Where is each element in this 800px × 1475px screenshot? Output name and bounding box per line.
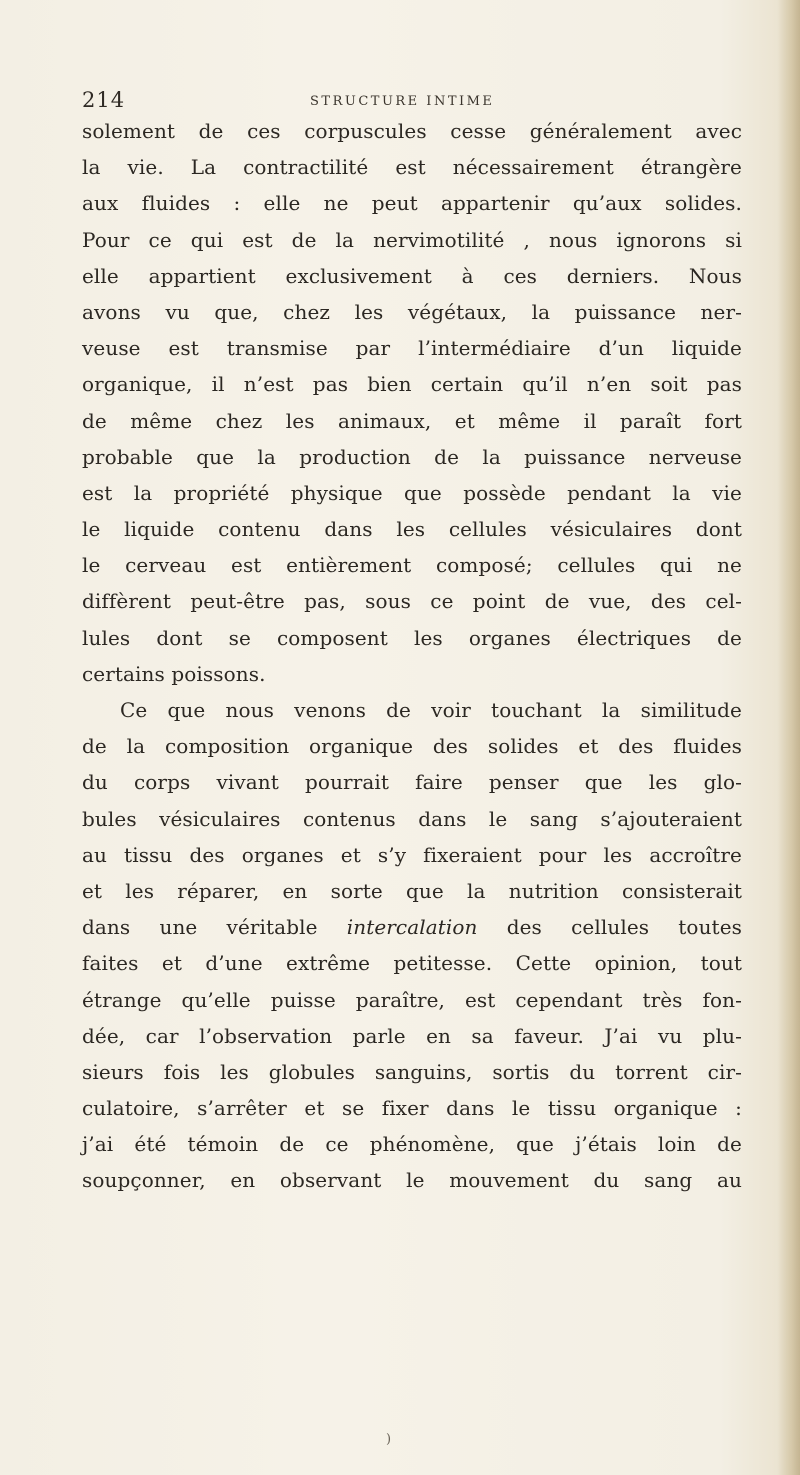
text-segment: des cellules toutes (477, 915, 742, 940)
text-line: le liquide contenu dans les cellules vésiculaires dont (82, 517, 742, 542)
text-line: étrange qu’elle puisse paraître, est cependant très fon- (82, 987, 742, 1012)
text-line: sieurs fois les globules sanguins, sortis du torrent cir- (82, 1059, 742, 1084)
text-line: probable que la production de la puissance nerveuse (82, 444, 742, 469)
page-number: 214 (82, 88, 126, 112)
text-line: le cerveau est entièrement composé; cellules qui ne (82, 553, 742, 578)
footer-mark: ) (386, 1432, 392, 1447)
text-line: Ce que nous venons de voir touchant la similitude (120, 698, 742, 722)
text-line: au tissu des organes et s’y fixeraient pour les accroître (82, 842, 742, 867)
text-line: avons vu que, chez les végétaux, la puissance ner- (82, 299, 742, 324)
text-line: faites et d’une extrême petitesse. Cette opinion, tout (82, 951, 742, 976)
text-line: bules vésiculaires contenus dans le sang s’ajouteraient (82, 806, 742, 831)
italic-term: intercalation (346, 915, 478, 940)
text-line: elle appartient exclusivement à ces derniers. Nous (82, 263, 742, 288)
text-line: la vie. La contractilité est nécessairement étrangère (82, 155, 742, 180)
text-line: de la composition organique des solides et des fluides (82, 734, 742, 759)
text-line: lules dont se composent les organes électriques de (82, 625, 742, 650)
text-line: j’ai été témoin de ce phénomène, que j’étais loin de (82, 1132, 742, 1157)
paragraph-2 (82, 692, 742, 1199)
text-line-with-italic (82, 909, 742, 945)
page-edge-shadow (778, 0, 800, 1475)
body-text (82, 113, 742, 1199)
text-line: certains poissons. (82, 661, 266, 686)
text-line: et les réparer, en sorte que la nutrition consisterait (82, 878, 742, 903)
text-line: dée, car l’observation parle en sa faveur. J’ai vu plu- (82, 1023, 742, 1048)
text-line: aux fluides : elle ne peut appartenir qu’aux solides. (82, 191, 742, 216)
text-line: veuse est transmise par l’intermédiaire d’un liquide (82, 336, 742, 361)
text-segment: dans une véritable (82, 915, 347, 940)
text-line: diffèrent peut-être pas, sous ce point de vue, des cel- (82, 589, 742, 614)
text-line: de même chez les animaux, et même il paraît fort (82, 408, 742, 433)
text-line: solement de ces corpuscules cesse généralement avec (82, 119, 742, 143)
text-line: est la propriété physique que possède pendant la vie (82, 480, 742, 505)
paragraph-1 (82, 113, 742, 692)
text-line: organique, il n’est pas bien certain qu’il n’en soit pas (82, 372, 742, 397)
text-line: du corps vivant pourrait faire penser que les glo- (82, 770, 742, 795)
text-line: culatoire, s’arrêter et se fixer dans le tissu organique : (82, 1096, 742, 1121)
text-line: soupçonner, en observant le mouvement du sang au (82, 1168, 742, 1193)
text-line: Pour ce qui est de la nervimotilité , nous ignorons si (82, 227, 742, 252)
running-head: STRUCTURE INTIME (310, 94, 495, 109)
